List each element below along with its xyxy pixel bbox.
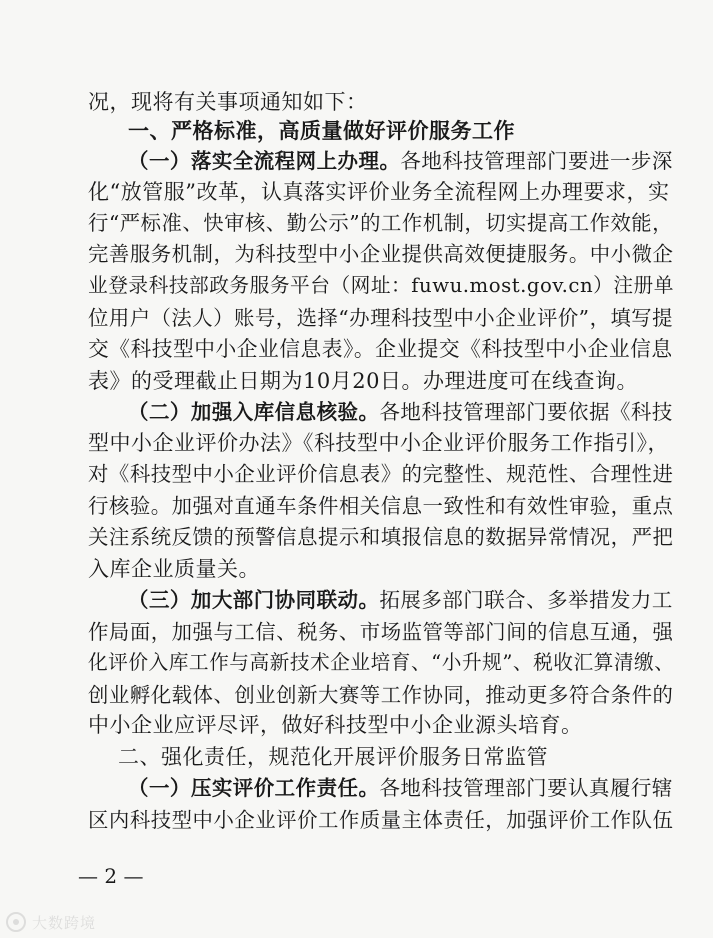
text-segment: 位用户（法人）账号，选择“办理科技型中小企业评价”，填写提: [88, 305, 674, 330]
text-segment: 行核验。加强对直通车条件相关信息一致性和有效性审验，重点: [88, 494, 674, 519]
bold-text-segment: 一、严格标准，高质量做好评价服务工作: [128, 118, 515, 144]
text-segment: 交《科技型中小企业信息表》。企业提交《科技型中小企业信息: [88, 336, 673, 361]
text-segment: 区内科技型中小企业评价工作质量主体责任，加强评价工作队伍: [88, 808, 674, 832]
text-segment: 各地科技管理部门要依据《科技: [379, 399, 673, 424]
text-segment: 各地科技管理部门要进一步深: [400, 148, 673, 173]
text-segment: 作局面，加强与工信、税务、市场监管等部门间的信息互通，强: [88, 619, 674, 644]
text-segment: 行“严标准、快审核、勤公示”的工作机制，切实提高工作效能，: [88, 211, 674, 236]
text-segment: 中小企业应评尽评，做好科技型中小企业源头培育。: [88, 713, 583, 738]
watermark-logo-icon: [6, 912, 26, 932]
text-segment: 拓展多部门联合、多举措发力工: [379, 587, 673, 612]
text-segment: 二、强化责任，规范化开展评价服务日常监管: [118, 745, 548, 770]
watermark: [6, 910, 96, 934]
text-segment: 关注系统反馈的预警信息提示和填报信息的数据异常情况，严把: [88, 525, 674, 550]
bold-text-segment: （三）加大部门协同联动。: [128, 587, 380, 612]
text-segment: 完善服务机制，为科技型中小企业提供高效便捷服务。中小微企: [88, 242, 674, 267]
text-segment: 型中小企业评价办法》《科技型中小企业评价服务工作指引》，: [88, 431, 669, 456]
text-segment: 各地科技管理部门要认真履行辖: [379, 776, 673, 801]
text-segment: 化“放管服”改革，认真落实评价业务全流程网上办理要求，实: [88, 179, 670, 204]
text-segment: 业登录科技部政务服务平台（网址：fuwu.most.gov.cn）注册单: [88, 274, 674, 298]
text-segment: 表》的受理截止日期为10月20日。办理进度可在线查询。: [88, 368, 638, 393]
text-line: [88, 801, 673, 839]
text-segment: 创业孵化载体、创业创新大赛等工作协同，推动更多符合条件的: [88, 682, 674, 707]
text-segment: 况，现将有关事项通知如下：: [88, 90, 368, 114]
watermark-text: 大数跨境: [32, 913, 97, 932]
page-number: — 2 —: [78, 864, 144, 888]
bold-text-segment: （一）压实评价工作责任。: [128, 776, 380, 801]
text-segment: 入库企业质量关。: [88, 556, 260, 581]
text-segment: 化评价入库工作与高新技术企业培育、“小升规”、税收汇算清缴、: [88, 650, 675, 674]
text-segment: 对《科技型中小企业评价信息表》的完整性、规范性、合理性进: [88, 462, 674, 487]
bold-text-segment: （一）落实全流程网上办理。: [128, 148, 401, 173]
bold-text-segment: （二）加强入库信息核验。: [128, 399, 380, 424]
